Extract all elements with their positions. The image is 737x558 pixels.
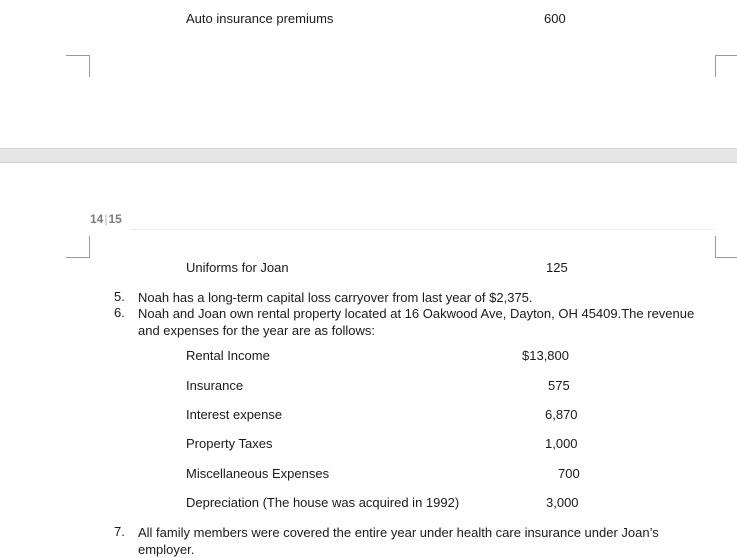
list-item-number: 5. — [114, 289, 125, 304]
page-break-gap — [0, 148, 737, 163]
crop-mark-bottom-left — [66, 55, 90, 77]
current-page-number: 14 — [90, 212, 104, 226]
list-item-number: 6. — [114, 305, 125, 320]
page-number-header: 14|15 — [90, 212, 122, 226]
rental-row-amount: 700 — [558, 466, 580, 481]
rental-row-amount: $13,800 — [522, 348, 569, 363]
list-item-text: Noah has a long-term capital loss carryover from last year of $2,375. — [138, 290, 533, 305]
rental-row-amount: 575 — [548, 378, 570, 393]
rental-row-label: Miscellaneous Expenses — [186, 466, 330, 481]
total-page-number: 15 — [108, 212, 122, 226]
rental-row-amount: 1,000 — [545, 436, 578, 451]
rental-row-label: Property Taxes — [186, 436, 273, 451]
auto-insurance-label: Auto insurance premiums — [186, 11, 334, 26]
rental-row-label: Depreciation (The house was acquired in 1992) — [186, 495, 460, 510]
rental-row-label: Insurance — [186, 378, 244, 393]
uniforms-label: Uniforms for Joan — [186, 260, 289, 275]
uniforms-amount: 125 — [546, 260, 568, 275]
rental-row-label: Interest expense — [186, 407, 283, 422]
crop-mark-top-left — [66, 236, 90, 258]
rental-row-label: Rental Income — [186, 348, 270, 363]
crop-mark-top-right — [715, 236, 737, 258]
header-divider — [130, 229, 713, 230]
crop-mark-bottom-right — [715, 55, 737, 77]
auto-insurance-amount: 600 — [544, 11, 566, 26]
list-item-text: Noah and Joan own rental property located at 16 Oakwood Ave, Dayton, OH 45409.The revenue and expenses for the year are as follows: — [138, 306, 695, 338]
list-item-number: 7. — [114, 524, 125, 539]
list-item-text: All family members were covered the entire year under health care insurance under Joan’s employer. — [138, 525, 659, 557]
rental-row-amount: 6,870 — [545, 407, 578, 422]
rental-row-amount: 3,000 — [546, 495, 579, 510]
